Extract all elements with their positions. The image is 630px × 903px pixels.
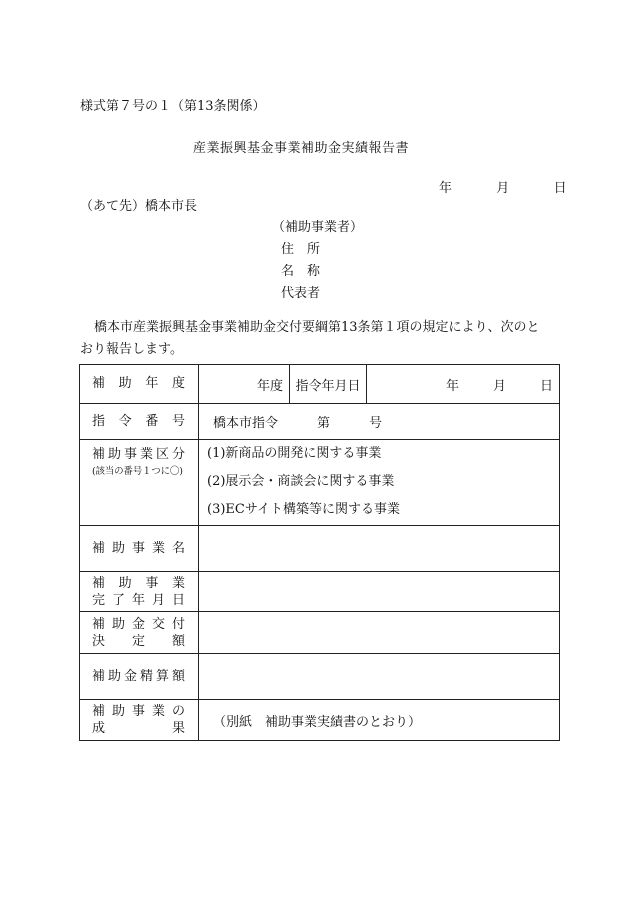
form-number: 様式第７号の１（第13条関係） — [80, 99, 266, 114]
directive-number-value: 橋本市指令 第 号 — [213, 416, 383, 431]
report-table — [79, 364, 560, 741]
applicant-representative-label: 代表者 — [281, 286, 321, 301]
results-label-2: 成果 — [92, 721, 185, 736]
date-month: 月 — [496, 181, 510, 196]
project-name-field[interactable] — [199, 526, 560, 572]
results-field[interactable] — [199, 700, 560, 741]
directive-date-field[interactable] — [367, 365, 560, 404]
completion-date-field[interactable] — [199, 572, 560, 612]
settled-amount-field[interactable] — [199, 654, 560, 700]
date-year: 年 — [439, 181, 453, 196]
category-label: 補助事業区分 — [92, 447, 185, 462]
category-option-1[interactable]: (1)新商品の開発に関する事業 — [207, 446, 382, 461]
directive-date-day: 日 — [539, 378, 553, 394]
category-option-3[interactable]: (3)ECサイト構築等に関する事業 — [207, 502, 400, 517]
label-category — [80, 440, 199, 526]
label-directive-number: 指令番号 — [80, 404, 199, 440]
label-project-name: 補助事業名 — [80, 526, 199, 572]
row-directive-number — [80, 404, 560, 440]
directive-number-field[interactable] — [199, 404, 560, 440]
row-completion-date — [80, 572, 560, 612]
completion-date-label-2: 完了年月日 — [92, 592, 185, 608]
addressee: （あて先）橋本市長 — [80, 199, 198, 214]
completion-date-label-1: 補助事業 — [92, 575, 185, 591]
document-title: 産業振興基金事業補助金実績報告書 — [193, 141, 410, 156]
applicant-heading: （補助事業者） — [272, 220, 364, 235]
fiscal-year-suffix: 年度 — [256, 378, 283, 394]
row-grant-decision — [80, 612, 560, 654]
applicant-address-label: 住 所 — [281, 242, 321, 257]
label-fiscal-year: 補助年度 — [80, 365, 199, 404]
directive-date-year: 年 — [445, 378, 459, 394]
directive-date-month: 月 — [492, 378, 506, 394]
date-day: 日 — [553, 181, 567, 196]
label-settled-amount: 補助金精算額 — [80, 654, 199, 700]
results-label-1: 補助事業の — [92, 704, 185, 719]
label-completion-date — [80, 572, 199, 612]
grant-decision-label-2: 決定額 — [92, 633, 185, 649]
label-results — [80, 700, 199, 741]
grant-decision-field[interactable] — [199, 612, 560, 654]
category-note: (該当の番号１つに〇) — [92, 466, 183, 477]
category-options — [199, 440, 560, 526]
row-results — [80, 700, 560, 741]
row-project-name — [80, 526, 560, 572]
report-date — [439, 177, 567, 196]
row-settled-amount — [80, 654, 560, 700]
applicant-block — [272, 217, 363, 305]
applicant-name-label: 名 称 — [281, 264, 321, 279]
grant-decision-label-1: 補助金交付 — [92, 616, 185, 632]
row-category — [80, 440, 560, 526]
label-grant-decision — [80, 612, 199, 654]
category-option-2[interactable]: (2)展示会・商談会に関する事業 — [207, 474, 395, 489]
results-value: （別紙 補助事業実績書のとおり） — [213, 714, 422, 730]
label-directive-date: 指令年月日 — [290, 365, 367, 404]
row-fiscal-year — [80, 365, 560, 404]
fiscal-year-field[interactable] — [199, 365, 290, 404]
report-statement: 橋本市産業振興基金事業補助金交付要綱第13条第１項の規定により、次のとおり報告します。 — [80, 320, 540, 357]
